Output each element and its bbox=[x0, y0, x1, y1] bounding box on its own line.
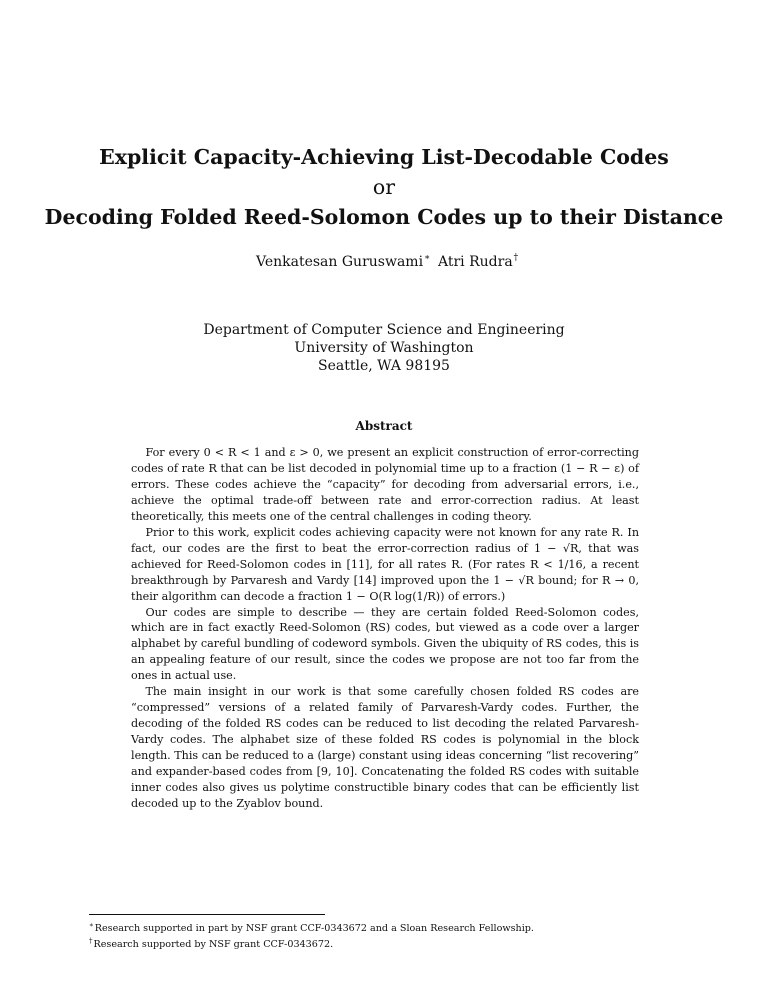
footnote-rule bbox=[89, 914, 325, 915]
author-1-name: Venkatesan Guruswami bbox=[256, 254, 424, 270]
title-or: or bbox=[372, 175, 396, 199]
abstract-paragraph: The main insight in our work is that some carefully chosen folded RS codes are “compressed” versions of a related family of Parvaresh-Vardy codes. Further, the decoding of the folded RS codes can be reduced to list decoding the related Parvaresh-Vardy codes. The alphabet size of these folded RS codes is polynomial in the block length. This can be reduced to a (large) constant using ideas concerning “list recovering” and expander-based codes from [9, 10]. Concatenating the folded RS codes with suitable inner codes also gives us polytime constructible binary codes that can be efficiently list decoded up to the Zyablov bound. bbox=[131, 685, 639, 810]
abstract-paragraph: Prior to this work, explicit codes achieving capacity were not known for any rate R. In fact, our codes are the first to beat the error-correction radius of 1 − √R, that was achieved for Reed-Solomon codes in [11], for all rates R. (For rates R < 1/16, a recent breakthrough by Parvaresh and Vardy [14] improved upon the 1 − √R bound; for R → 0, their algorithm can decode a fraction 1 − O(R log(1/R)) of errors.) bbox=[131, 525, 639, 603]
author-1-footnote-mark: ∗ bbox=[424, 253, 431, 263]
affiliation-department: Department of Computer Science and Engineering bbox=[203, 322, 565, 338]
title-line-2: Decoding Folded Reed-Solomon Codes up to their Distance bbox=[44, 205, 724, 229]
abstract-paragraph: Our codes are simple to describe — they are certain folded Reed-Solomon codes, which are in fact exactly Reed-Solomon (RS) codes, but viewed as a code over a larger alphabet by careful bundling of codeword symbols. Given the ubiquity of RS codes, this is an appealing feature of our result, since the codes we propose are not too far from the ones in actual use. bbox=[131, 605, 639, 683]
affiliation-university: University of Washington bbox=[294, 340, 474, 356]
footnote-1 bbox=[89, 919, 689, 935]
footnotes bbox=[89, 919, 689, 951]
footnote-2 bbox=[89, 935, 689, 951]
title-line-1: Explicit Capacity-Achieving List-Decodable Codes bbox=[99, 145, 669, 169]
footnote-2-text: Research supported by NSF grant CCF-0343672. bbox=[93, 939, 334, 950]
abstract-body bbox=[131, 445, 639, 812]
abstract-heading: Abstract bbox=[355, 419, 413, 433]
footnote-1-mark: ∗ bbox=[89, 921, 94, 929]
author-2-name: Atri Rudra bbox=[438, 254, 513, 270]
author-1 bbox=[256, 253, 430, 270]
affiliation bbox=[0, 321, 768, 375]
abstract-paragraph: For every 0 < R < 1 and ε > 0, we present an explicit construction of error-correcting codes of rate R that can be list decoded in polynomial time up to a fraction (1 − R − ε) of errors. These codes achieve the “capacity” for decoding from adversarial errors, i.e., achieve the optimal trade-off between rate and error-correction radius. At least theoretically, this meets one of the central challenges in coding theory. bbox=[131, 446, 639, 523]
author-2-footnote-mark: † bbox=[513, 253, 519, 263]
footnote-1-text: Research supported in part by NSF grant CCF-0343672 and a Sloan Research Fellowship. bbox=[94, 923, 534, 934]
footnote-2-mark: † bbox=[89, 937, 93, 945]
author-2 bbox=[438, 253, 518, 270]
affiliation-city: Seattle, WA 98195 bbox=[318, 358, 450, 374]
